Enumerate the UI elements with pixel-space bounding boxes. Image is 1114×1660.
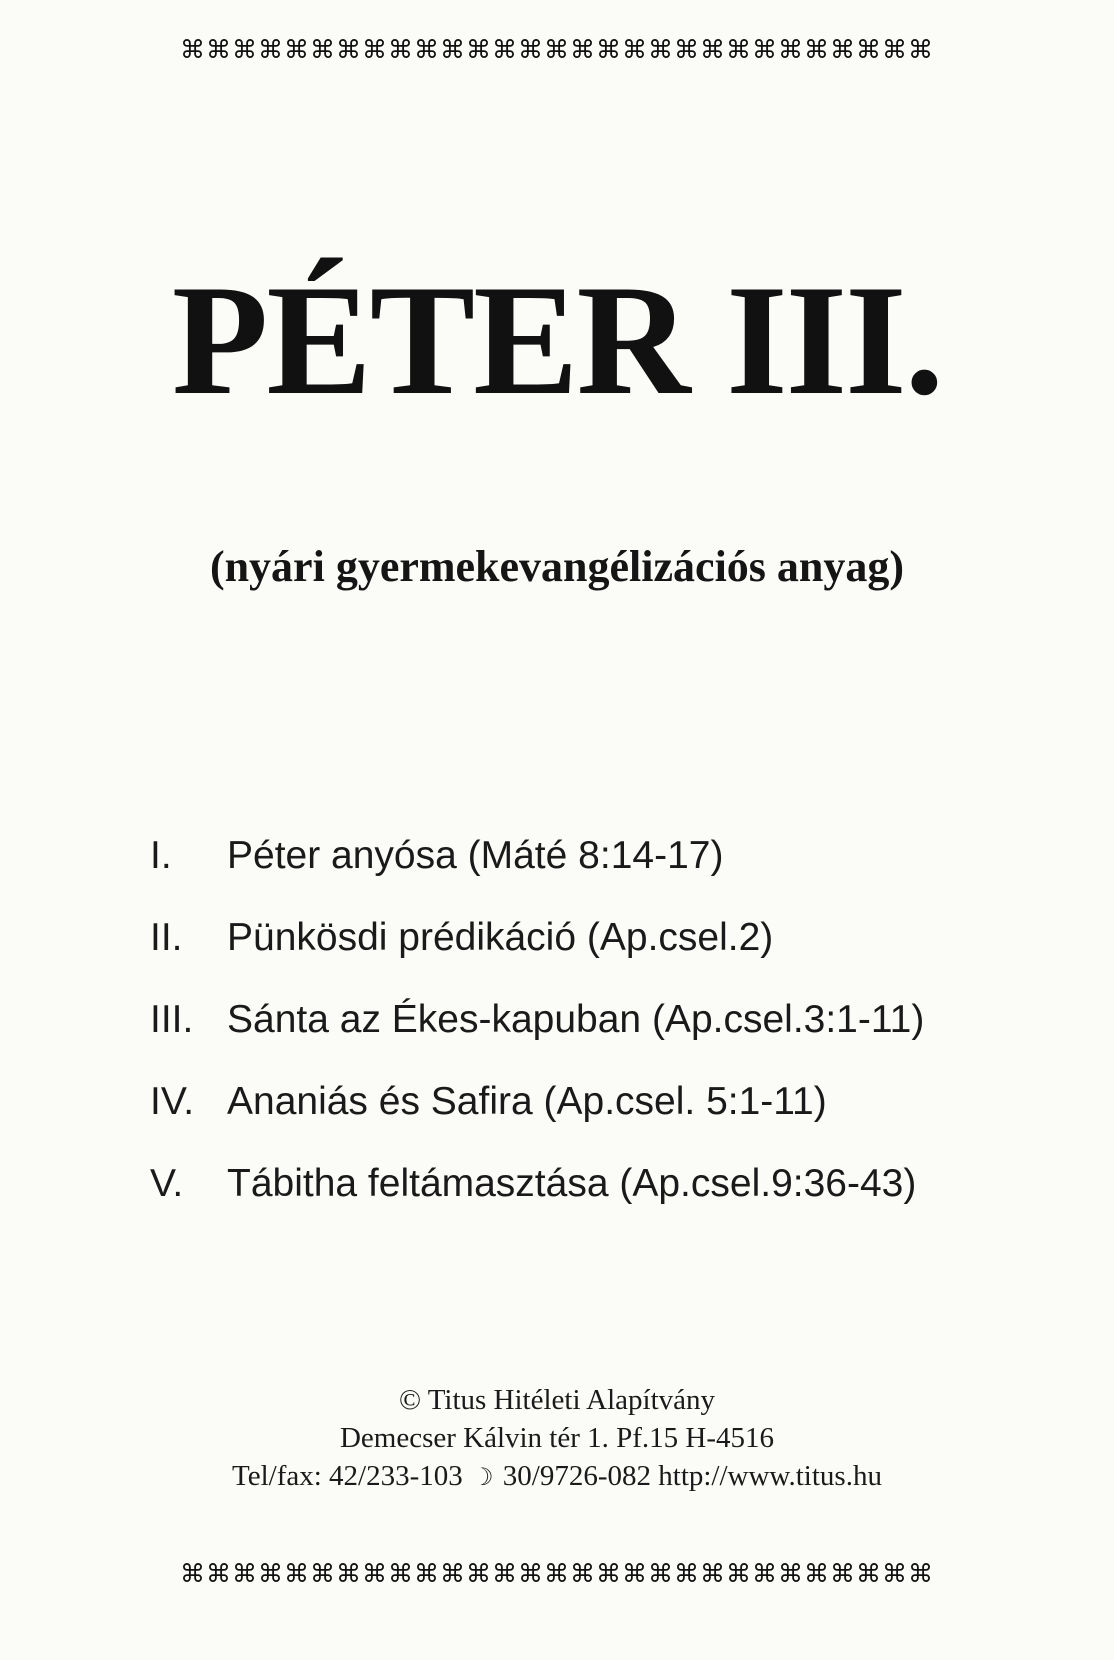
item-text: Ananiás és Safira (Ap.csel. 5:1-11) bbox=[227, 1080, 827, 1123]
phone-moon-icon: ☽ bbox=[472, 1465, 494, 1491]
list-item bbox=[150, 918, 1050, 1000]
footer-contact bbox=[0, 1462, 1114, 1491]
page-subtitle: (nyári gyermekevangélizációs anyag) bbox=[209, 542, 905, 591]
item-text: Pünkösdi prédikáció (Ap.csel.2) bbox=[227, 916, 774, 959]
list-item bbox=[150, 1164, 1050, 1246]
item-text: Sánta az Ékes-kapuban (Ap.csel.3:1-11) bbox=[227, 998, 925, 1041]
bottom-decorative-border: ⌘⌘⌘⌘⌘⌘⌘⌘⌘⌘⌘⌘⌘⌘⌘⌘⌘⌘⌘⌘⌘⌘⌘⌘⌘⌘⌘⌘⌘ bbox=[180, 1559, 934, 1588]
footer-telfax: Tel/fax: 42/233-103 bbox=[232, 1460, 463, 1492]
item-number: II. bbox=[150, 916, 183, 959]
item-text: Péter anyósa (Máté 8:14-17) bbox=[227, 834, 724, 877]
footer-copyright: © Titus Hitéleti Alapítvány bbox=[398, 1384, 716, 1416]
item-number: IV. bbox=[150, 1080, 195, 1123]
item-text: Tábitha feltámasztása (Ap.csel.9:36-43) bbox=[227, 1162, 917, 1205]
list-item bbox=[150, 1082, 1050, 1164]
page-title: PÉTER III. bbox=[171, 253, 943, 428]
list-item bbox=[150, 1000, 1050, 1082]
contents-list bbox=[150, 836, 1050, 1246]
top-decorative-border: ⌘⌘⌘⌘⌘⌘⌘⌘⌘⌘⌘⌘⌘⌘⌘⌘⌘⌘⌘⌘⌘⌘⌘⌘⌘⌘⌘⌘⌘ bbox=[180, 35, 934, 64]
item-number: V. bbox=[150, 1162, 184, 1205]
list-item bbox=[150, 836, 1050, 918]
item-number: I. bbox=[150, 834, 172, 877]
footer-phone-web: 30/9726-082 http://www.titus.hu bbox=[502, 1460, 882, 1492]
item-number: III. bbox=[150, 998, 194, 1041]
footer-address: Demecser Kálvin tér 1. Pf.15 H-4516 bbox=[339, 1422, 775, 1454]
